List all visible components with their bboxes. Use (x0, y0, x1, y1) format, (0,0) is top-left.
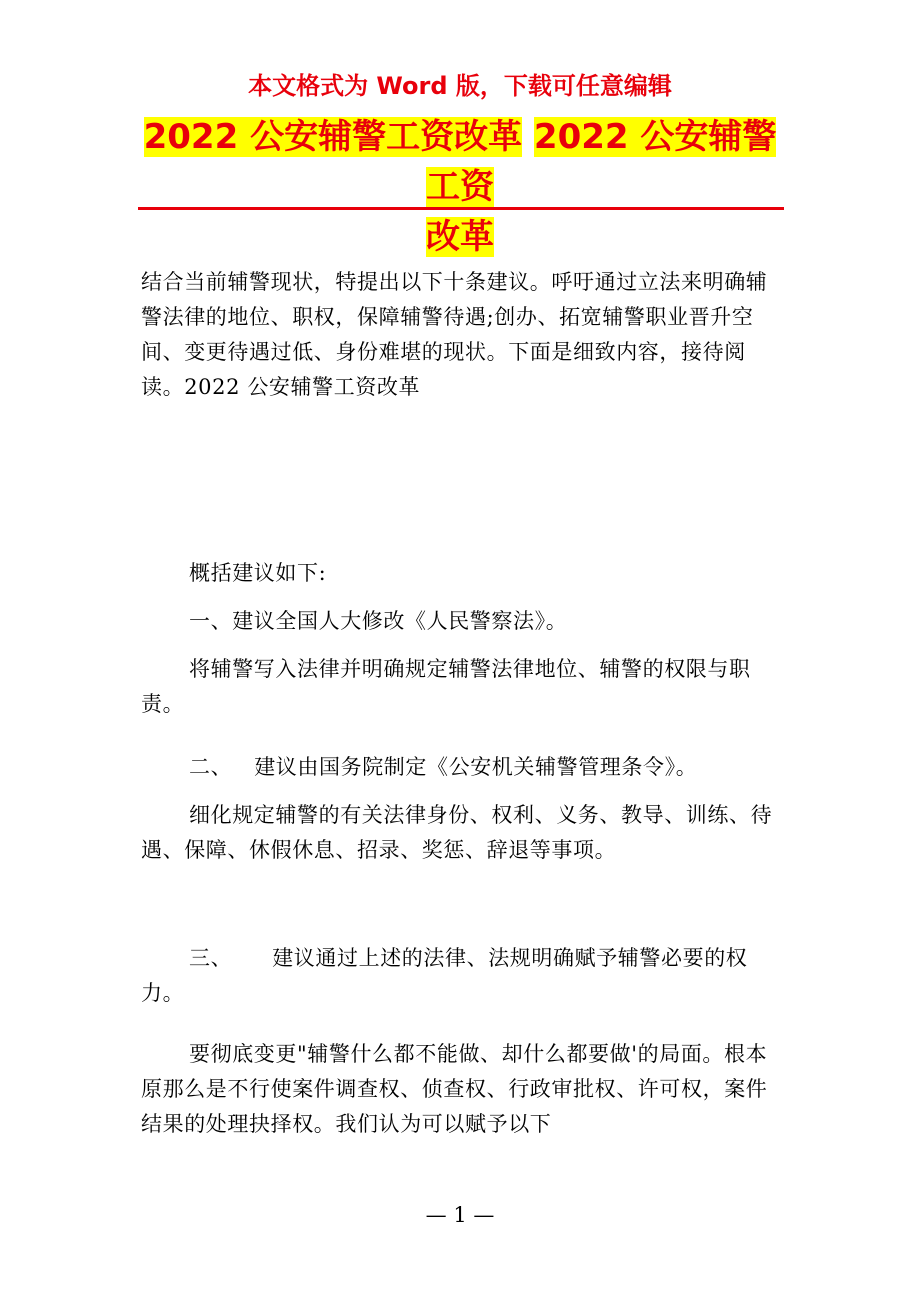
title-divider (138, 207, 784, 210)
suggestion-1-heading (141, 604, 785, 639)
intro-paragraph: 结合当前辅警现状，特提出以下十条建议。呼吁通过立法来明确辅警法律的地位、职权，保障辅警待遇;创办、拓宽辅警职业晋升空间、变更待遇过低、身份难堪的现状。下面是细致内容，接待阅读。2022 公安辅警工资改革 (141, 270, 768, 399)
suggestion-3-heading (141, 941, 785, 1011)
summary-heading: 概括建议如下: (189, 561, 327, 585)
title-part-1: 2022 公安辅警工资改革 (143, 117, 523, 157)
suggestion-2-number: 二、 (189, 755, 233, 779)
title-part-2: 2022 公安辅警工资 (426, 117, 777, 207)
page-number: — 1 — (425, 1203, 495, 1227)
suggestion-2-heading (141, 750, 785, 785)
title-part-3: 改革 (426, 217, 494, 257)
suggestion-3-number: 三、 (189, 946, 233, 970)
suggestion-3-title: 建议通过上述的法律、法规明确赋予辅警必要的权力。 (141, 946, 748, 1005)
document-title (138, 112, 782, 262)
suggestion-1-number: 一、 (189, 609, 233, 633)
suggestion-1-detail: 将辅警写入法律并明确规定辅警法律地位、辅警的权限与职责。 (141, 657, 751, 716)
suggestion-2-title: 建议由国务院制定《公安机关辅警管理条令》。 (254, 755, 698, 779)
suggestion-2-detail: 细化规定辅警的有关法律身份、权利、义务、教导、训练、待遇、保障、休假休息、招录、奖惩、辞退等事项。 (141, 803, 773, 862)
download-notice: 本文格式为 Word 版，下载可任意编辑 (248, 72, 672, 100)
suggestion-1-title: 建议全国人大修改《人民警察法》。 (232, 609, 568, 633)
suggestion-3-detail: 要彻底变更"辅警什么都不能做、却什么都要做'的局面。根本原那么是不行使案件调查权、侦查权、行政审批权、许可权，案件结果的处理抉择权。我们认为可以赋予以下 (141, 1042, 768, 1136)
